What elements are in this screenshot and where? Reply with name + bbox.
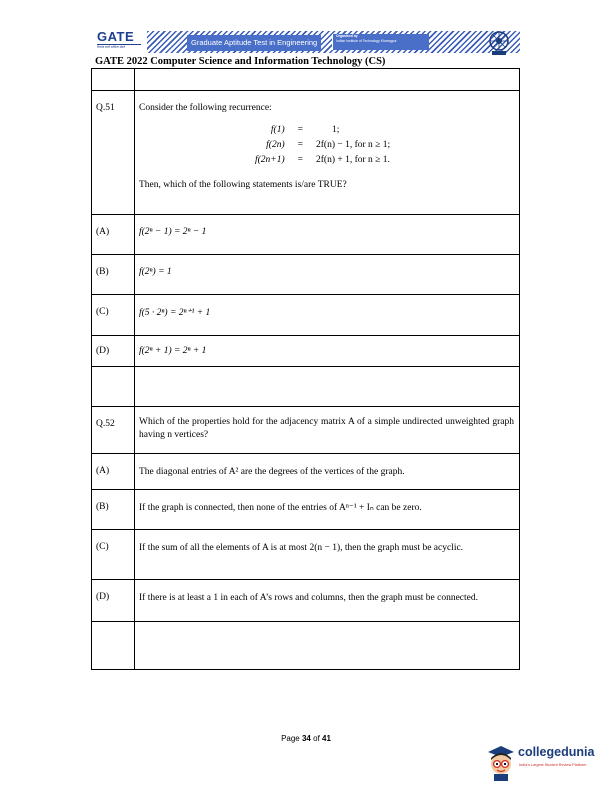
q52-option-row [92,580,520,622]
document-title: GATE 2022 Computer Science and Information Technology (CS) [95,56,386,67]
organiser-name: Indian Institute of Technology Kharagpur [336,39,397,43]
recurrence-eq: = [297,125,303,135]
empty-body-cell [135,69,520,91]
option-text-cell [135,490,520,530]
gate-logo-text: GATE [97,29,135,44]
organised-by-label: Organised by [336,34,358,38]
q52-option-row [92,530,520,580]
page-sep: of [313,734,320,743]
q51-number: Q.51 [96,103,115,113]
option-label-cell [92,255,135,295]
option-text-cell [135,255,520,295]
option-label: (A) [96,466,110,476]
option-text-cell [135,580,520,622]
empty-body-cell [135,622,520,670]
option-label-cell [92,454,135,490]
banner-title: Graduate Aptitude Test in Engineering [187,35,321,51]
q51-number-cell [92,91,135,215]
option-label-cell [92,530,135,580]
q51-intro: Consider the following recurrence: [139,103,272,113]
q51-option-row [92,295,520,336]
option-text-cell [135,215,520,255]
header-banner [95,30,520,56]
recurrence-line [251,153,394,168]
option-text-cell [135,336,520,367]
q51-row [92,91,520,215]
option-label: (D) [96,592,110,602]
empty-label-cell [92,367,135,407]
empty-label-cell [92,622,135,670]
recurrence-eq: = [297,140,303,150]
iit-emblem-icon [488,30,510,56]
q51-option-row [92,255,520,295]
banner-hatch [147,31,520,53]
page-prefix: Page [281,734,300,743]
option-label: (C) [96,307,109,317]
q52-body-cell [135,407,520,454]
table-row [92,69,520,91]
q52-number-cell [92,407,135,454]
option-text-cell [135,295,520,336]
option-label-cell [92,336,135,367]
option-text: f(2ⁿ + 1) = 2ⁿ + 1 [139,346,207,356]
q51-option-row [92,336,520,367]
q52-number: Q.52 [96,419,115,429]
option-label: (B) [96,502,109,512]
page-number [0,734,612,743]
option-text: If there is at least a 1 in each of A’s rows and columns, then the graph must be connected. [139,593,478,603]
option-text: f(2ⁿ) = 1 [139,267,172,277]
question-table [91,68,520,670]
recurrence-lhs: f(2n) [266,140,285,150]
brand-tagline: India's Largest Student Review Platform [519,763,587,767]
gate-logo-motto: निरव्वा स्वर्ण सम्निता सेवते [97,45,126,49]
option-label: (D) [96,346,110,356]
q52-option-row [92,490,520,530]
brand-name: collegedunia [518,745,595,759]
organised-by-box [332,34,429,50]
q51-body-cell [135,91,520,215]
q51-option-row [92,215,520,255]
recurrence-line [251,123,394,138]
table-row [92,622,520,670]
q52-question: Which of the properties hold for the adjacency matrix A of a simple undirected unweighted graph having n vertices? [139,417,514,440]
q52-option-row [92,454,520,490]
q51-recurrence [251,123,394,168]
option-label-cell [92,580,135,622]
option-text-cell [135,530,520,580]
empty-body-cell [135,367,520,407]
option-label: (B) [96,267,109,277]
option-label-cell [92,490,135,530]
mascot-icon [486,744,516,782]
recurrence-line [251,138,394,153]
q51-question: Then, which of the following statements is/are TRUE? [139,180,347,190]
q52-row [92,407,520,454]
option-label: (A) [96,227,110,237]
option-label-cell [92,295,135,336]
option-text: The diagonal entries of A² are the degrees of the vertices of the graph. [139,467,405,477]
option-label-cell [92,215,135,255]
recurrence-rhs: 1; [332,125,340,135]
recurrence-lhs: f(1) [270,125,285,135]
recurrence-rhs: 2f(n) + 1, for n ≥ 1. [316,155,390,165]
collegedunia-logo [482,744,608,784]
option-text: f(5 · 2ⁿ) = 2ⁿ⁺¹ + 1 [139,308,211,318]
option-text: f(2ⁿ − 1) = 2ⁿ − 1 [139,227,207,237]
page-total: 41 [322,734,331,743]
gate-logo [95,30,145,54]
table-row [92,367,520,407]
option-text-cell [135,454,520,490]
option-label: (C) [96,542,109,552]
empty-label-cell [92,69,135,91]
page-current: 34 [301,734,311,743]
recurrence-lhs: f(2n+1) [255,155,285,165]
option-text: If the graph is connected, then none of the entries of Aⁿ⁻¹ + Iₙ can be zero. [139,503,422,513]
recurrence-rhs: 2f(n) − 1, for n ≥ 1; [316,140,391,150]
option-text: If the sum of all the elements of A is at most 2(n − 1), then the graph must be acyclic. [139,543,464,553]
recurrence-eq: = [297,155,303,165]
